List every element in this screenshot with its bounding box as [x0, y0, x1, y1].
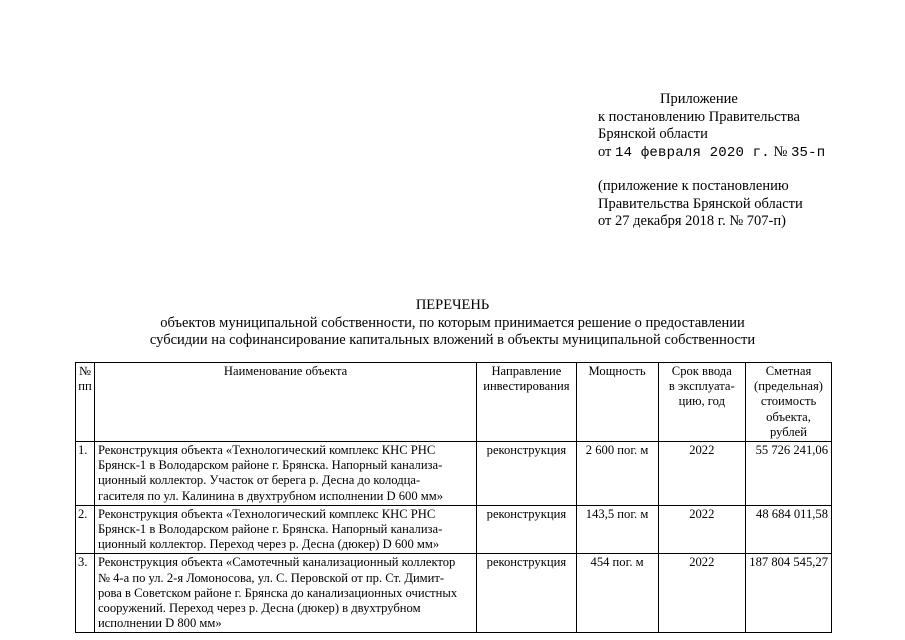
- row-object-name-line: ционный коллектор. Переход через р. Десна (дюкер) D 600 мм»: [97, 537, 440, 552]
- previous-appendix-note: [598, 178, 803, 231]
- header-name: Наименование объекта: [94, 363, 476, 442]
- row-term: 2022: [658, 554, 745, 633]
- header-term-line-2: в эксплуата-: [668, 379, 735, 394]
- appendix-number-sign: №: [773, 143, 788, 160]
- header-direction-line-2: инвестирования: [483, 379, 570, 394]
- row-direction: реконструкция: [477, 554, 576, 633]
- row-direction: реконструкция: [477, 442, 576, 506]
- row-number: 3.: [76, 554, 95, 633]
- table-row: [76, 554, 832, 633]
- row-object-name: [94, 554, 476, 633]
- row-object-name-line: Реконструкция объекта «Технологический комплекс КНС РНС: [97, 506, 436, 521]
- header-cost-line-4: объекта,: [766, 409, 811, 424]
- row-cost: 55 726 241,06: [746, 442, 832, 506]
- appendix-number: 35-п: [790, 144, 826, 161]
- header-term-line-3: цию, год: [678, 394, 725, 409]
- row-object-name-line: исполнении D 800 мм»: [97, 616, 222, 631]
- row-number: 2.: [76, 505, 95, 554]
- row-cost: 187 804 545,27: [746, 554, 832, 633]
- header-cost-line-5: рублей: [770, 424, 807, 439]
- row-object-name-line: сооружений. Переход через р. Десна (дюкер) в двухтрубном: [97, 601, 421, 616]
- row-object-name-line: Брянск-1 в Володарском районе г. Брянска. Напорный канализа-: [97, 522, 443, 537]
- row-number: 1.: [76, 442, 95, 506]
- header-number-line-2: пп: [78, 379, 92, 394]
- appendix-date-line: [598, 144, 825, 163]
- header-term: [658, 363, 745, 442]
- document-title: ПЕРЕЧЕНЬ: [415, 297, 490, 313]
- row-direction: реконструкция: [477, 505, 576, 554]
- row-term: 2022: [658, 505, 745, 554]
- row-object-name-line: Реконструкция объекта «Технологический комплекс КНС РНС: [97, 443, 436, 458]
- row-object-name-line: гасителя по ул. Калинина в двухтрубном исполнении D 600 мм»: [97, 488, 444, 503]
- previous-appendix-line-2: Правительства Брянской области: [598, 195, 803, 212]
- previous-appendix-line-1: (приложение к постановлению: [598, 178, 789, 194]
- header-cost-line-3: стоимость: [760, 394, 817, 409]
- appendix-date-prefix: от: [598, 143, 612, 160]
- header-power: Мощность: [576, 363, 658, 442]
- row-object-name-line: Брянск-1 в Володарском районе г. Брянска. Напорный канализа-: [97, 458, 443, 473]
- document-subtitle-line-1: объектов муниципальной собственности, по которым принимается решение о предоставлении: [160, 315, 745, 331]
- row-power: 143,5 пог. м: [576, 505, 658, 554]
- appendix-date: 14 февраля 2020 г.: [615, 144, 770, 161]
- document-subtitle-line-2: субсидии на софинансирование капитальных вложений в объекты муниципальной собственности: [149, 332, 756, 348]
- row-object-name-line: № 4-а по ул. 2-я Ломоносова, ул. С. Перовской от пр. Ст. Димит-: [97, 570, 445, 585]
- header-number-line-1: №: [78, 364, 91, 378]
- header-term-line-1: Срок ввода: [671, 364, 732, 378]
- row-term: 2022: [658, 442, 745, 506]
- previous-appendix-line-3: от 27 декабря 2018 г. № 707-п): [598, 213, 786, 229]
- header-number: [76, 363, 95, 442]
- row-power: 454 пог. м: [576, 554, 658, 633]
- appendix-line-1: к постановлению Правительства: [598, 108, 800, 125]
- row-object-name: [94, 505, 476, 554]
- header-direction: [477, 363, 576, 442]
- header-cost-line-2: (предельная): [754, 379, 823, 394]
- header-cost: [746, 363, 832, 442]
- row-object-name-line: рова в Советском районе г. Брянска до канализационных очистных: [97, 585, 458, 600]
- table-header-row: [76, 363, 832, 442]
- row-object-name-line: ционный коллектор. Участок от берега р. Десна до колодца-: [97, 473, 421, 488]
- appendix-line-2: Брянской области: [598, 126, 708, 142]
- header-direction-line-1: Направление: [491, 364, 562, 378]
- row-power: 2 600 пог. м: [576, 442, 658, 506]
- row-cost: 48 684 011,58: [746, 505, 832, 554]
- table-row: [76, 442, 832, 506]
- appendix-title: Приложение: [660, 91, 738, 107]
- appendix-header: [598, 91, 825, 162]
- row-object-name-line: Реконструкция объекта «Самотечный канализационный коллектор: [97, 555, 456, 570]
- table-row: [76, 505, 832, 554]
- row-object-name: [94, 442, 476, 506]
- objects-table: [75, 362, 832, 633]
- header-cost-line-1: Сметная: [765, 364, 812, 378]
